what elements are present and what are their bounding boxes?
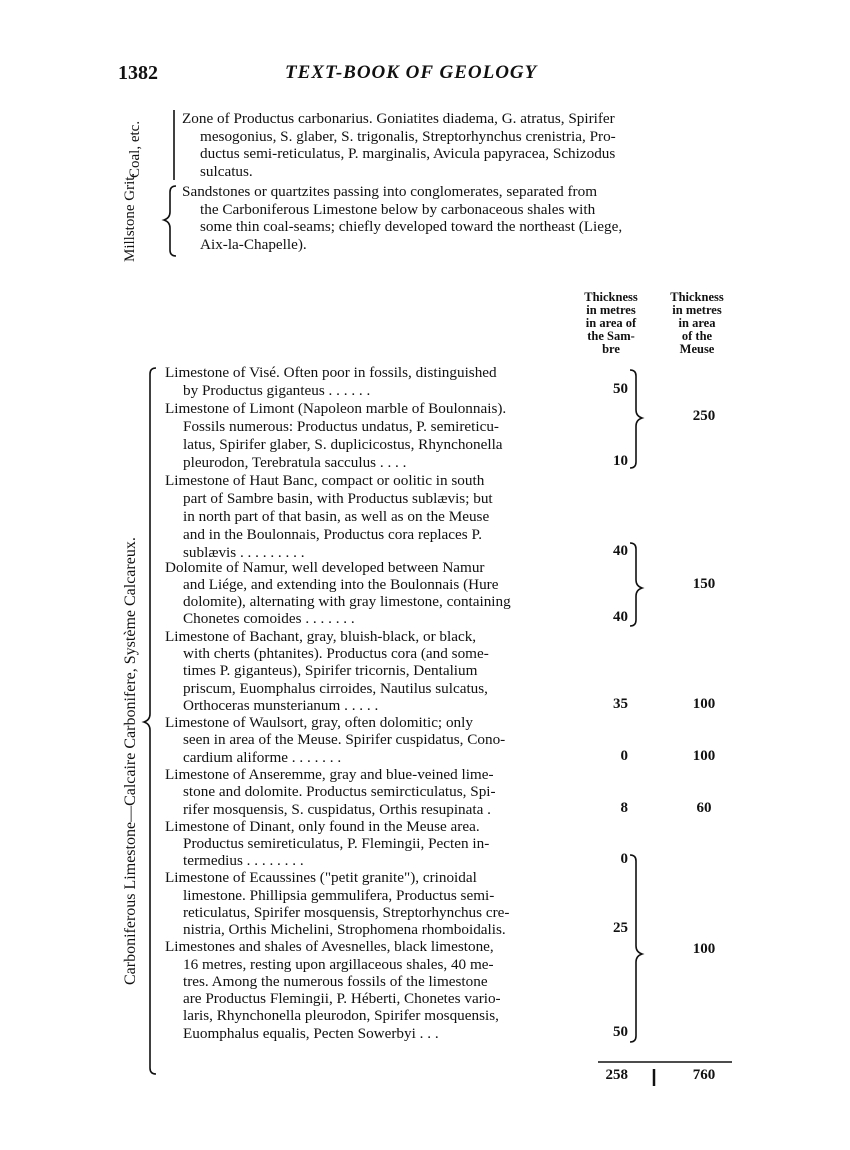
entry-line: Limestone of Waulsort, gray, often dolomitic; only bbox=[165, 714, 473, 731]
entry-line: rifer mosquensis, S. cuspidatus, Orthis resupinata . bbox=[183, 801, 491, 818]
entry-line: Limestone of Ecaussines ("petit granite"), crinoidal bbox=[165, 869, 477, 886]
side-label-carboniferous: Carboniferous Limestone—Calcaire Carbonifere, Système Calcareux. bbox=[122, 537, 139, 985]
header-line: Thickness bbox=[670, 290, 724, 304]
entry-line: Limestone of Haut Banc, compact or oolitic in south bbox=[165, 472, 485, 489]
header-line: bre bbox=[602, 342, 620, 356]
page-number: 1382 bbox=[118, 62, 158, 84]
entry-line: Limestones and shales of Avesnelles, black limestone, bbox=[165, 938, 494, 955]
entry-line: and in the Boulonnais, Productus cora replaces P. bbox=[183, 526, 483, 543]
entry-line: nistria, Orthis Michelini, Strophomena rhomboidalis. bbox=[183, 921, 506, 938]
meuse-value: 100 bbox=[692, 748, 716, 764]
header-line: in metres bbox=[672, 303, 722, 317]
entry-line: Productus semireticulatus, P. Flemingii, Pecten in- bbox=[183, 835, 490, 852]
sambre-value: 50 bbox=[613, 381, 628, 397]
entry-line: sublævis . . . . . . . . . bbox=[183, 544, 305, 561]
entry-line: Fossils numerous: Productus undatus, P. semireticu- bbox=[183, 418, 499, 435]
entry-line: Chonetes comoides . . . . . . . bbox=[183, 610, 355, 627]
side-label-millstone: Millstone Grit. bbox=[122, 172, 138, 262]
sambre-value: 10 bbox=[613, 453, 628, 469]
sambre-value: 0 bbox=[620, 748, 628, 764]
entry-line: Limestone of Visé. Often poor in fossils, distinguished bbox=[165, 364, 497, 381]
millstone-line: Aix-la-Chapelle). bbox=[200, 235, 307, 253]
meuse-value: 100 bbox=[692, 941, 716, 957]
carboniferous-bracket bbox=[144, 368, 156, 1074]
entry-line: with cherts (phtanites). Productus cora (and some- bbox=[183, 645, 489, 662]
entry-line: Limestone of Bachant, gray, bluish-black, or black, bbox=[165, 628, 477, 645]
sambre-brace-1 bbox=[630, 370, 642, 468]
sambre-value: 35 bbox=[613, 696, 628, 712]
header-line: Meuse bbox=[679, 342, 715, 356]
entry-line: pleurodon, Terebratula sacculus . . . . bbox=[183, 454, 407, 471]
entry-line: laris, Rhynchonella pleurodon, Spirifer mosquensis, bbox=[183, 1007, 499, 1024]
entry-line: times P. giganteus), Spirifer tricornis, Dentalium bbox=[183, 662, 478, 679]
meuse-value: 150 bbox=[692, 576, 716, 592]
entry-line: cardium aliforme . . . . . . . bbox=[183, 749, 342, 766]
entry-line: limestone. Phillipsia gemmulifera, Productus semi- bbox=[183, 887, 495, 904]
entry-line: Limestone of Limont (Napoleon marble of Boulonnais). bbox=[165, 400, 507, 417]
entry-line: are Productus Flemingii, P. Héberti, Chonetes vario- bbox=[183, 990, 501, 1007]
header-line: the Sam- bbox=[587, 329, 635, 343]
entry-line: termedius . . . . . . . . bbox=[183, 852, 304, 869]
entry-line: Dolomite of Namur, well developed between Namur bbox=[165, 559, 485, 576]
entry-line: reticulatus, Spirifer mosquensis, Streptorhynchus cre- bbox=[183, 904, 510, 921]
sambre-value: 0 bbox=[620, 851, 628, 867]
millstone-brace bbox=[164, 186, 176, 256]
side-label-coal: Coal, etc. bbox=[127, 120, 143, 178]
sambre-value: 50 bbox=[613, 1024, 628, 1040]
entry-line: priscum, Euomphalus cirroides, Nautilus sulcatus, bbox=[183, 680, 488, 697]
meuse-value: 60 bbox=[696, 800, 712, 816]
header-line: in area of bbox=[585, 316, 637, 330]
header-line: of the bbox=[681, 329, 713, 343]
sambre-brace-3 bbox=[630, 855, 642, 1042]
sambre-value: 40 bbox=[613, 543, 628, 559]
entry-line: Limestone of Dinant, only found in the Meuse area. bbox=[165, 818, 480, 835]
entry-line: Limestone of Anseremme, gray and blue-veined lime- bbox=[165, 766, 494, 783]
total-sambre: 258 bbox=[605, 1067, 628, 1083]
entry-line: in north part of that basin, as well as on the Meuse bbox=[183, 508, 490, 525]
sambre-brace-2 bbox=[630, 543, 642, 626]
header-line: in metres bbox=[586, 303, 636, 317]
millstone-line: some thin coal-seams; chiefly developed toward the northeast (Liege, bbox=[200, 218, 623, 236]
entry-line: by Productus giganteus . . . . . . bbox=[183, 382, 371, 399]
sambre-value: 8 bbox=[620, 800, 628, 816]
entry-line: latus, Spirifer glaber, S. duplicicostus, Rhynchonella bbox=[183, 436, 503, 453]
zone-line: mesogonius, S. glaber, S. trigonalis, Streptorhynchus crenistria, Pro- bbox=[200, 127, 616, 145]
millstone-line: Sandstones or quartzites passing into conglomerates, separated from bbox=[182, 183, 598, 200]
total-meuse: 760 bbox=[692, 1067, 716, 1083]
header-line: Thickness bbox=[584, 290, 638, 304]
millstone-line: the Carboniferous Limestone below by carbonaceous shales with bbox=[200, 200, 596, 218]
entry-line: seen in area of the Meuse. Spirifer cuspidatus, Cono- bbox=[183, 731, 506, 748]
entry-line: part of Sambre basin, with Productus sublævis; but bbox=[183, 490, 493, 507]
header-line: in area bbox=[678, 316, 716, 330]
sambre-value: 40 bbox=[613, 609, 628, 625]
zone-line: Zone of Productus carbonarius. Goniatites diadema, G. atratus, Spirifer bbox=[182, 110, 615, 127]
zone-line: ductus semi-reticulatus, P. marginalis, Avicula papyracea, Schizodus bbox=[200, 145, 616, 163]
meuse-value: 250 bbox=[692, 408, 716, 424]
entry-line: stone and dolomite. Productus semircticulatus, Spi- bbox=[183, 783, 496, 800]
entry-line: Euomphalus equalis, Pecten Sowerbyi . . . bbox=[183, 1025, 439, 1042]
entry-line: dolomite), alternating with gray limestone, containing bbox=[183, 593, 511, 610]
meuse-value: 100 bbox=[692, 696, 716, 712]
entry-line: tres. Among the numerous fossils of the limestone bbox=[183, 973, 488, 990]
entry-line: and Liége, and extending into the Boulonnais (Hure bbox=[183, 576, 499, 593]
zone-line: sulcatus. bbox=[200, 162, 253, 180]
running-head: TEXT-BOOK OF GEOLOGY bbox=[285, 62, 538, 83]
entry-line: 16 metres, resting upon argillaceous shales, 40 me- bbox=[183, 956, 494, 973]
sambre-value: 25 bbox=[613, 920, 628, 936]
entry-line: Orthoceras munsterianum . . . . . bbox=[183, 697, 379, 714]
